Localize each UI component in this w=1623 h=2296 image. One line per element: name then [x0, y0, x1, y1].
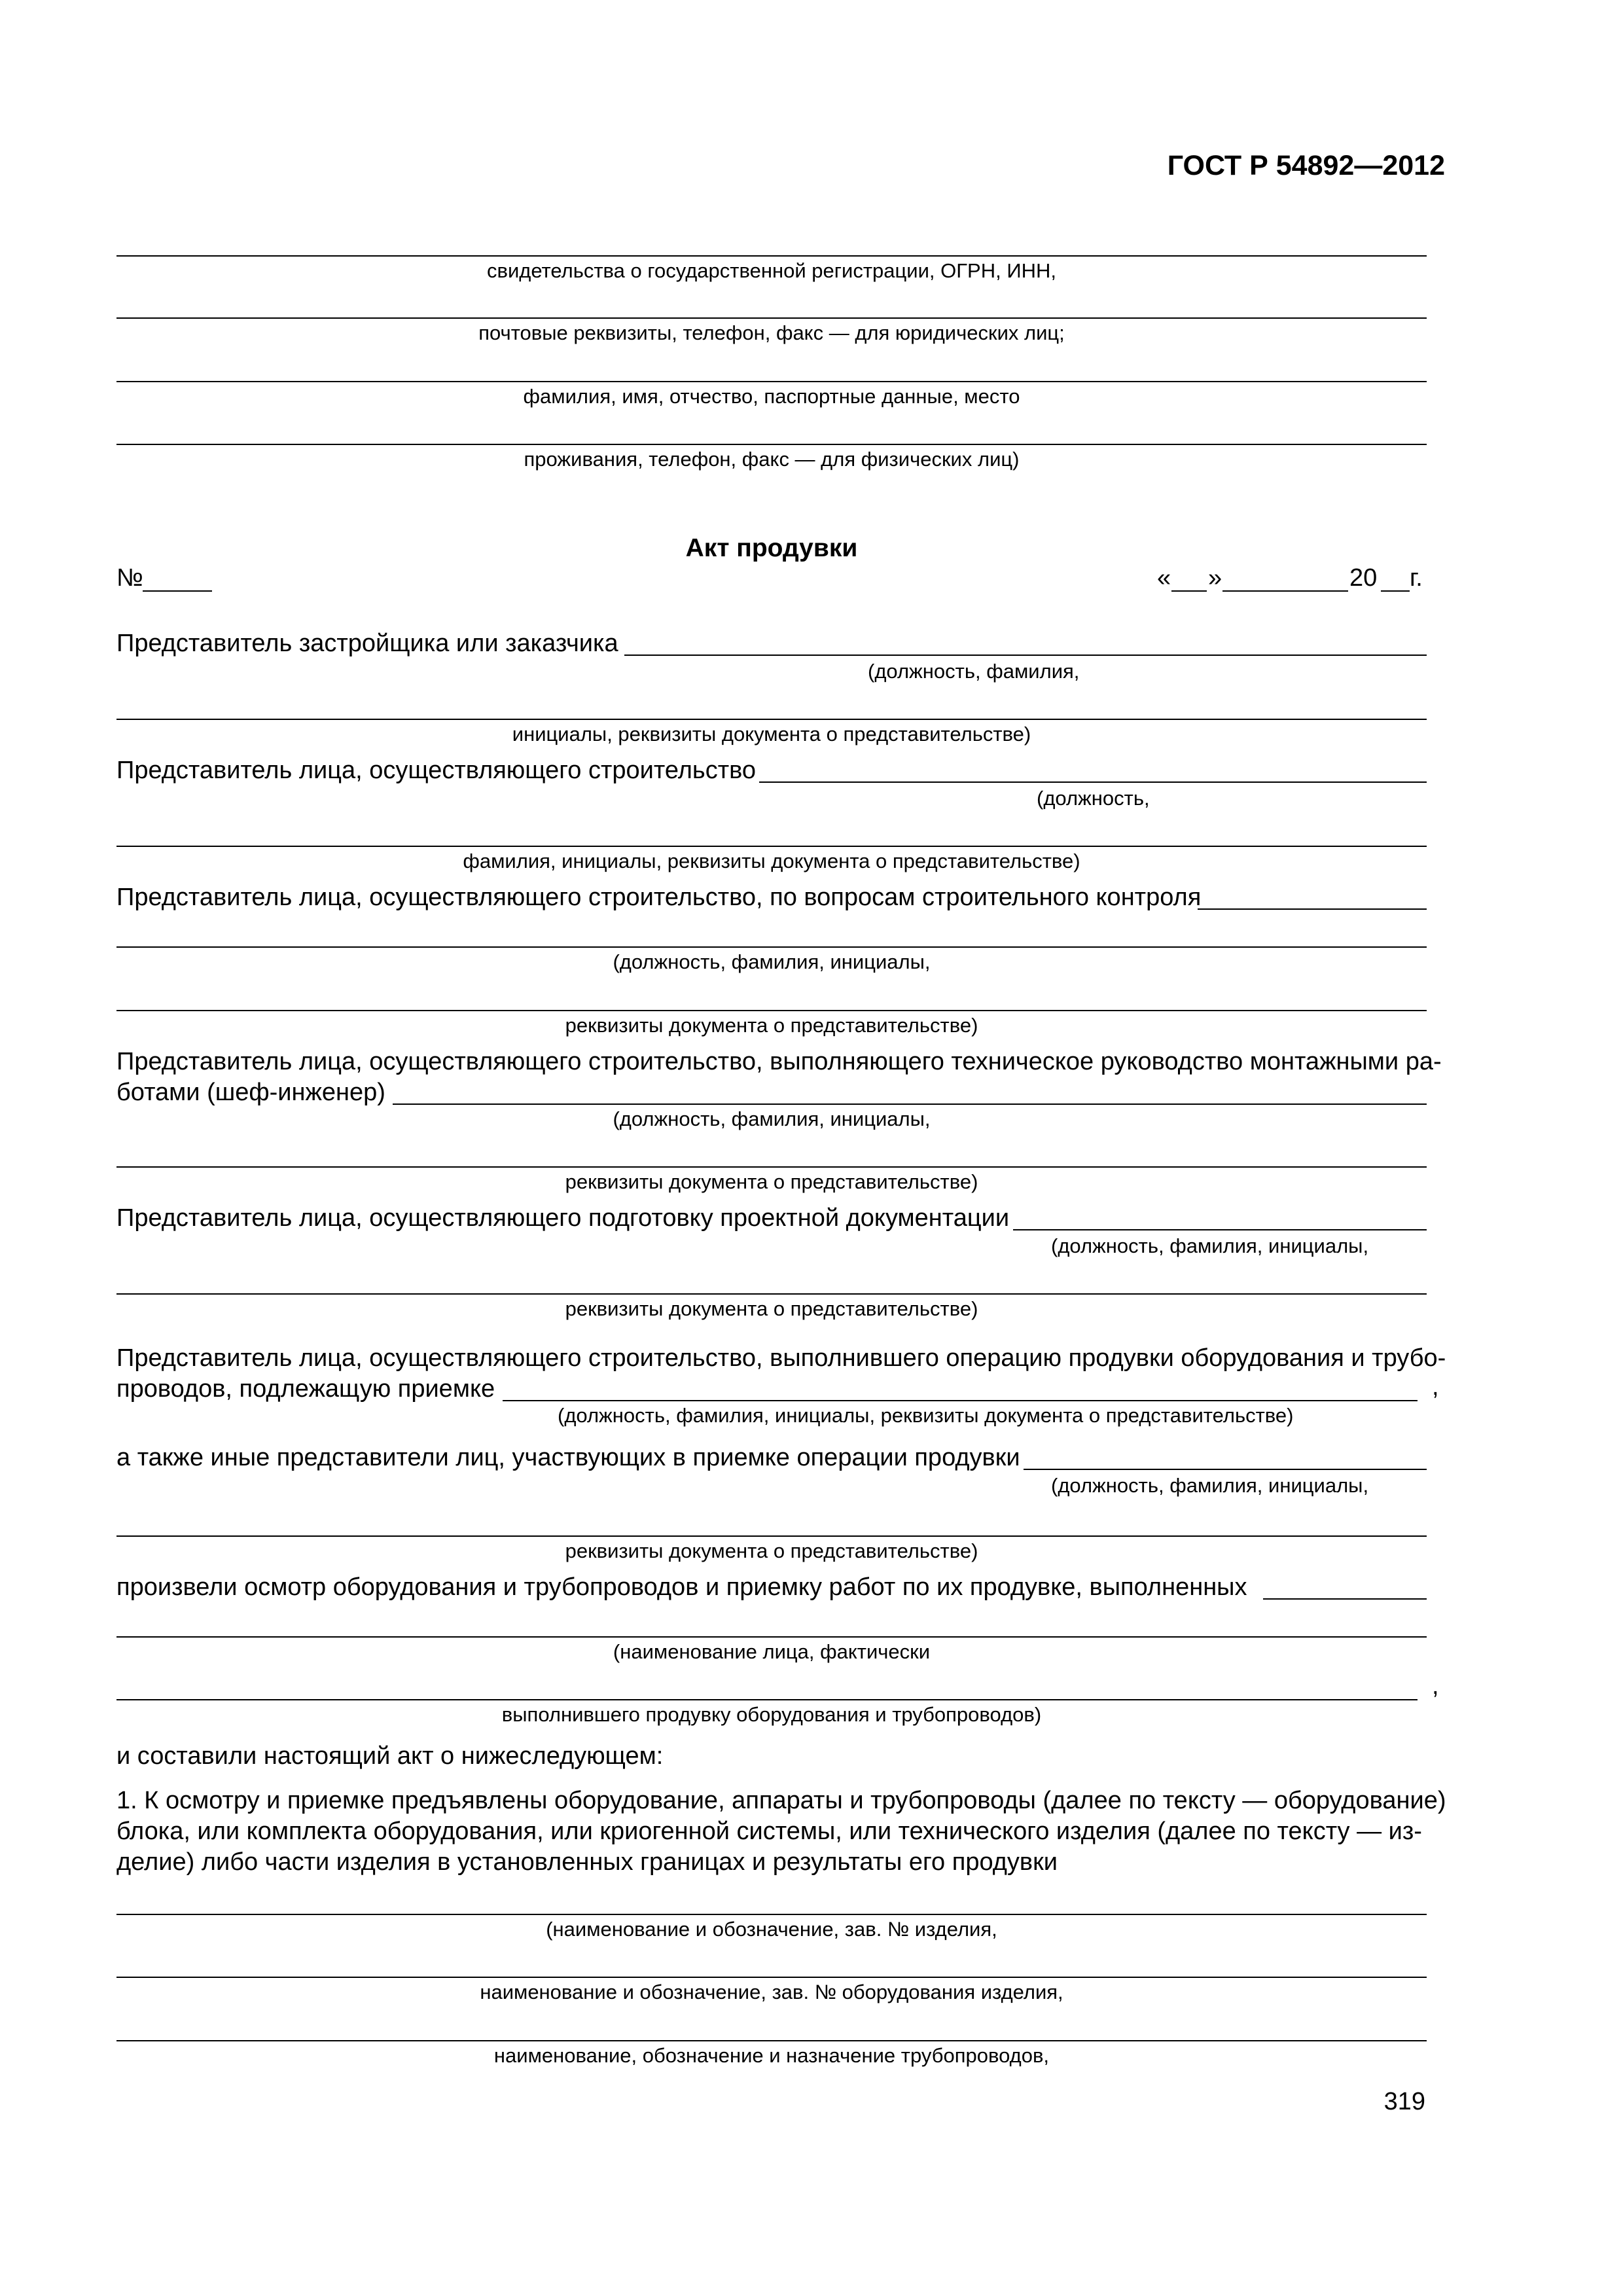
chief-rep-field[interactable]: [393, 1103, 1427, 1105]
builder-rep-field[interactable]: [759, 781, 1427, 783]
fill-line[interactable]: [116, 317, 1427, 319]
performer-rep-label-line2: проводов, подлежащую приемке: [116, 1375, 495, 1403]
control-rep-field-2[interactable]: [116, 946, 1427, 948]
item1-line2: блока, или комплекта оборудования, или криогенной системы, или технического изделия (далее по тексту — из-: [116, 1818, 1422, 1845]
line-caption: (должность, фамилия, инициалы,: [1051, 1474, 1369, 1497]
line-caption: (должность, фамилия, инициалы,: [1051, 1234, 1369, 1257]
performer-name-field-2[interactable]: [116, 1636, 1427, 1638]
fill-line[interactable]: [116, 255, 1427, 257]
line-caption: (должность, фамилия,: [868, 660, 1080, 683]
line-caption: (должность, фамилия, инициалы, реквизиты документа о представительстве): [558, 1404, 1294, 1427]
control-rep-field[interactable]: [1198, 908, 1427, 910]
standard-number: ГОСТ Р 54892—2012: [1167, 150, 1445, 181]
performer-rep-label-line1: Представитель лица, осуществляющего строительство, выполнившего операцию продувки оборудования и трубо-: [116, 1344, 1446, 1372]
design-rep-label: Представитель лица, осуществляющего подготовку проектной документации: [116, 1204, 1010, 1232]
developer-rep-label: Представитель застройщика или заказчика: [116, 630, 618, 657]
line-caption: выполнившего продувку оборудования и трубопроводов): [501, 1703, 1042, 1726]
trailing-comma: ,: [1432, 1373, 1439, 1401]
developer-rep-field[interactable]: [624, 655, 1427, 656]
line-caption: наименование, обозначение и назначение трубопроводов,: [493, 2044, 1050, 2067]
item1-field-1[interactable]: [116, 1914, 1427, 1915]
act-number-label: №: [116, 564, 143, 592]
line-caption: фамилия, имя, отчество, паспортные данные, место: [523, 385, 1020, 408]
developer-rep-field-2[interactable]: [116, 719, 1427, 720]
item1-line3: делие) либо части изделия в установленных границах и результаты его продувки: [116, 1848, 1058, 1876]
line-caption: инициалы, реквизиты документа о представительстве): [512, 723, 1031, 745]
line-caption: фамилия, инициалы, реквизиты документа о представительстве): [463, 850, 1080, 872]
date-year-suffix: г.: [1410, 564, 1423, 592]
date-century: 20: [1349, 564, 1378, 592]
control-rep-label: Представитель лица, осуществляющего строительство, по вопросам строительного контроля: [116, 884, 1202, 911]
item1-field-2[interactable]: [116, 1977, 1427, 1978]
builder-rep-label: Представитель лица, осуществляющего строительство: [116, 757, 757, 784]
chief-rep-label-line1: Представитель лица, осуществляющего строительство, выполняющего техническое руководство монтажными ра-: [116, 1048, 1442, 1075]
line-caption: свидетельства о государственной регистрации, ОГРН, ИНН,: [486, 259, 1057, 282]
fill-line[interactable]: [116, 381, 1427, 382]
chief-rep-field-2[interactable]: [116, 1166, 1427, 1168]
line-caption: (наименование и обозначение, зав. № изделия,: [546, 1918, 997, 1941]
line-caption: (должность, фамилия, инициалы,: [613, 950, 931, 973]
date-year-field[interactable]: [1381, 590, 1410, 592]
inspection-text: произвели осмотр оборудования и трубопроводов и приемку работ по их продувке, выполненных: [116, 1573, 1247, 1601]
others-rep-field[interactable]: [1024, 1469, 1427, 1470]
date-day-field[interactable]: [1171, 590, 1207, 592]
design-rep-field[interactable]: [1013, 1229, 1427, 1230]
others-rep-field-2[interactable]: [116, 1535, 1427, 1537]
chief-rep-label-line2: ботами (шеф-инженер): [116, 1079, 385, 1106]
line-caption: реквизиты документа о представительстве): [565, 1539, 978, 1562]
date-close-quote: »: [1208, 564, 1222, 592]
control-rep-field-3[interactable]: [116, 1010, 1427, 1011]
fill-line[interactable]: [116, 444, 1427, 445]
line-caption: (наименование лица, фактически: [613, 1640, 931, 1663]
act-number-field[interactable]: [143, 590, 212, 592]
page-number: 319: [1383, 2088, 1425, 2115]
performer-rep-field[interactable]: [503, 1400, 1418, 1401]
line-caption: почтовые реквизиты, телефон, факс — для юридических лиц;: [478, 321, 1065, 344]
builder-rep-field-2[interactable]: [116, 846, 1427, 847]
item1-line1: 1. К осмотру и приемке предъявлены оборудование, аппараты и трубопроводы (далее по тексту — оборудование): [116, 1787, 1446, 1814]
design-rep-field-2[interactable]: [116, 1293, 1427, 1295]
line-caption: реквизиты документа о представительстве): [565, 1014, 978, 1037]
compose-text: и составили настоящий акт о нижеследующем:: [116, 1742, 664, 1770]
performer-name-field[interactable]: [1263, 1598, 1427, 1600]
performer-name-field-3[interactable]: [116, 1699, 1418, 1700]
line-caption: (должность,: [1037, 787, 1150, 810]
date-open-quote: «: [1157, 564, 1171, 592]
act-title: Акт продувки: [685, 534, 858, 562]
line-caption: проживания, телефон, факс — для физических лиц): [524, 448, 1020, 471]
line-caption: наименование и обозначение, зав. № оборудования изделия,: [480, 1981, 1063, 2003]
date-month-field[interactable]: [1222, 590, 1348, 592]
item1-field-3[interactable]: [116, 2040, 1427, 2041]
trailing-comma: ,: [1432, 1672, 1439, 1700]
others-rep-label: а также иные представители лиц, участвующих в приемке операции продувки: [116, 1444, 1020, 1471]
line-caption: реквизиты документа о представительстве): [565, 1297, 978, 1320]
line-caption: реквизиты документа о представительстве): [565, 1170, 978, 1193]
line-caption: (должность, фамилия, инициалы,: [613, 1107, 931, 1130]
